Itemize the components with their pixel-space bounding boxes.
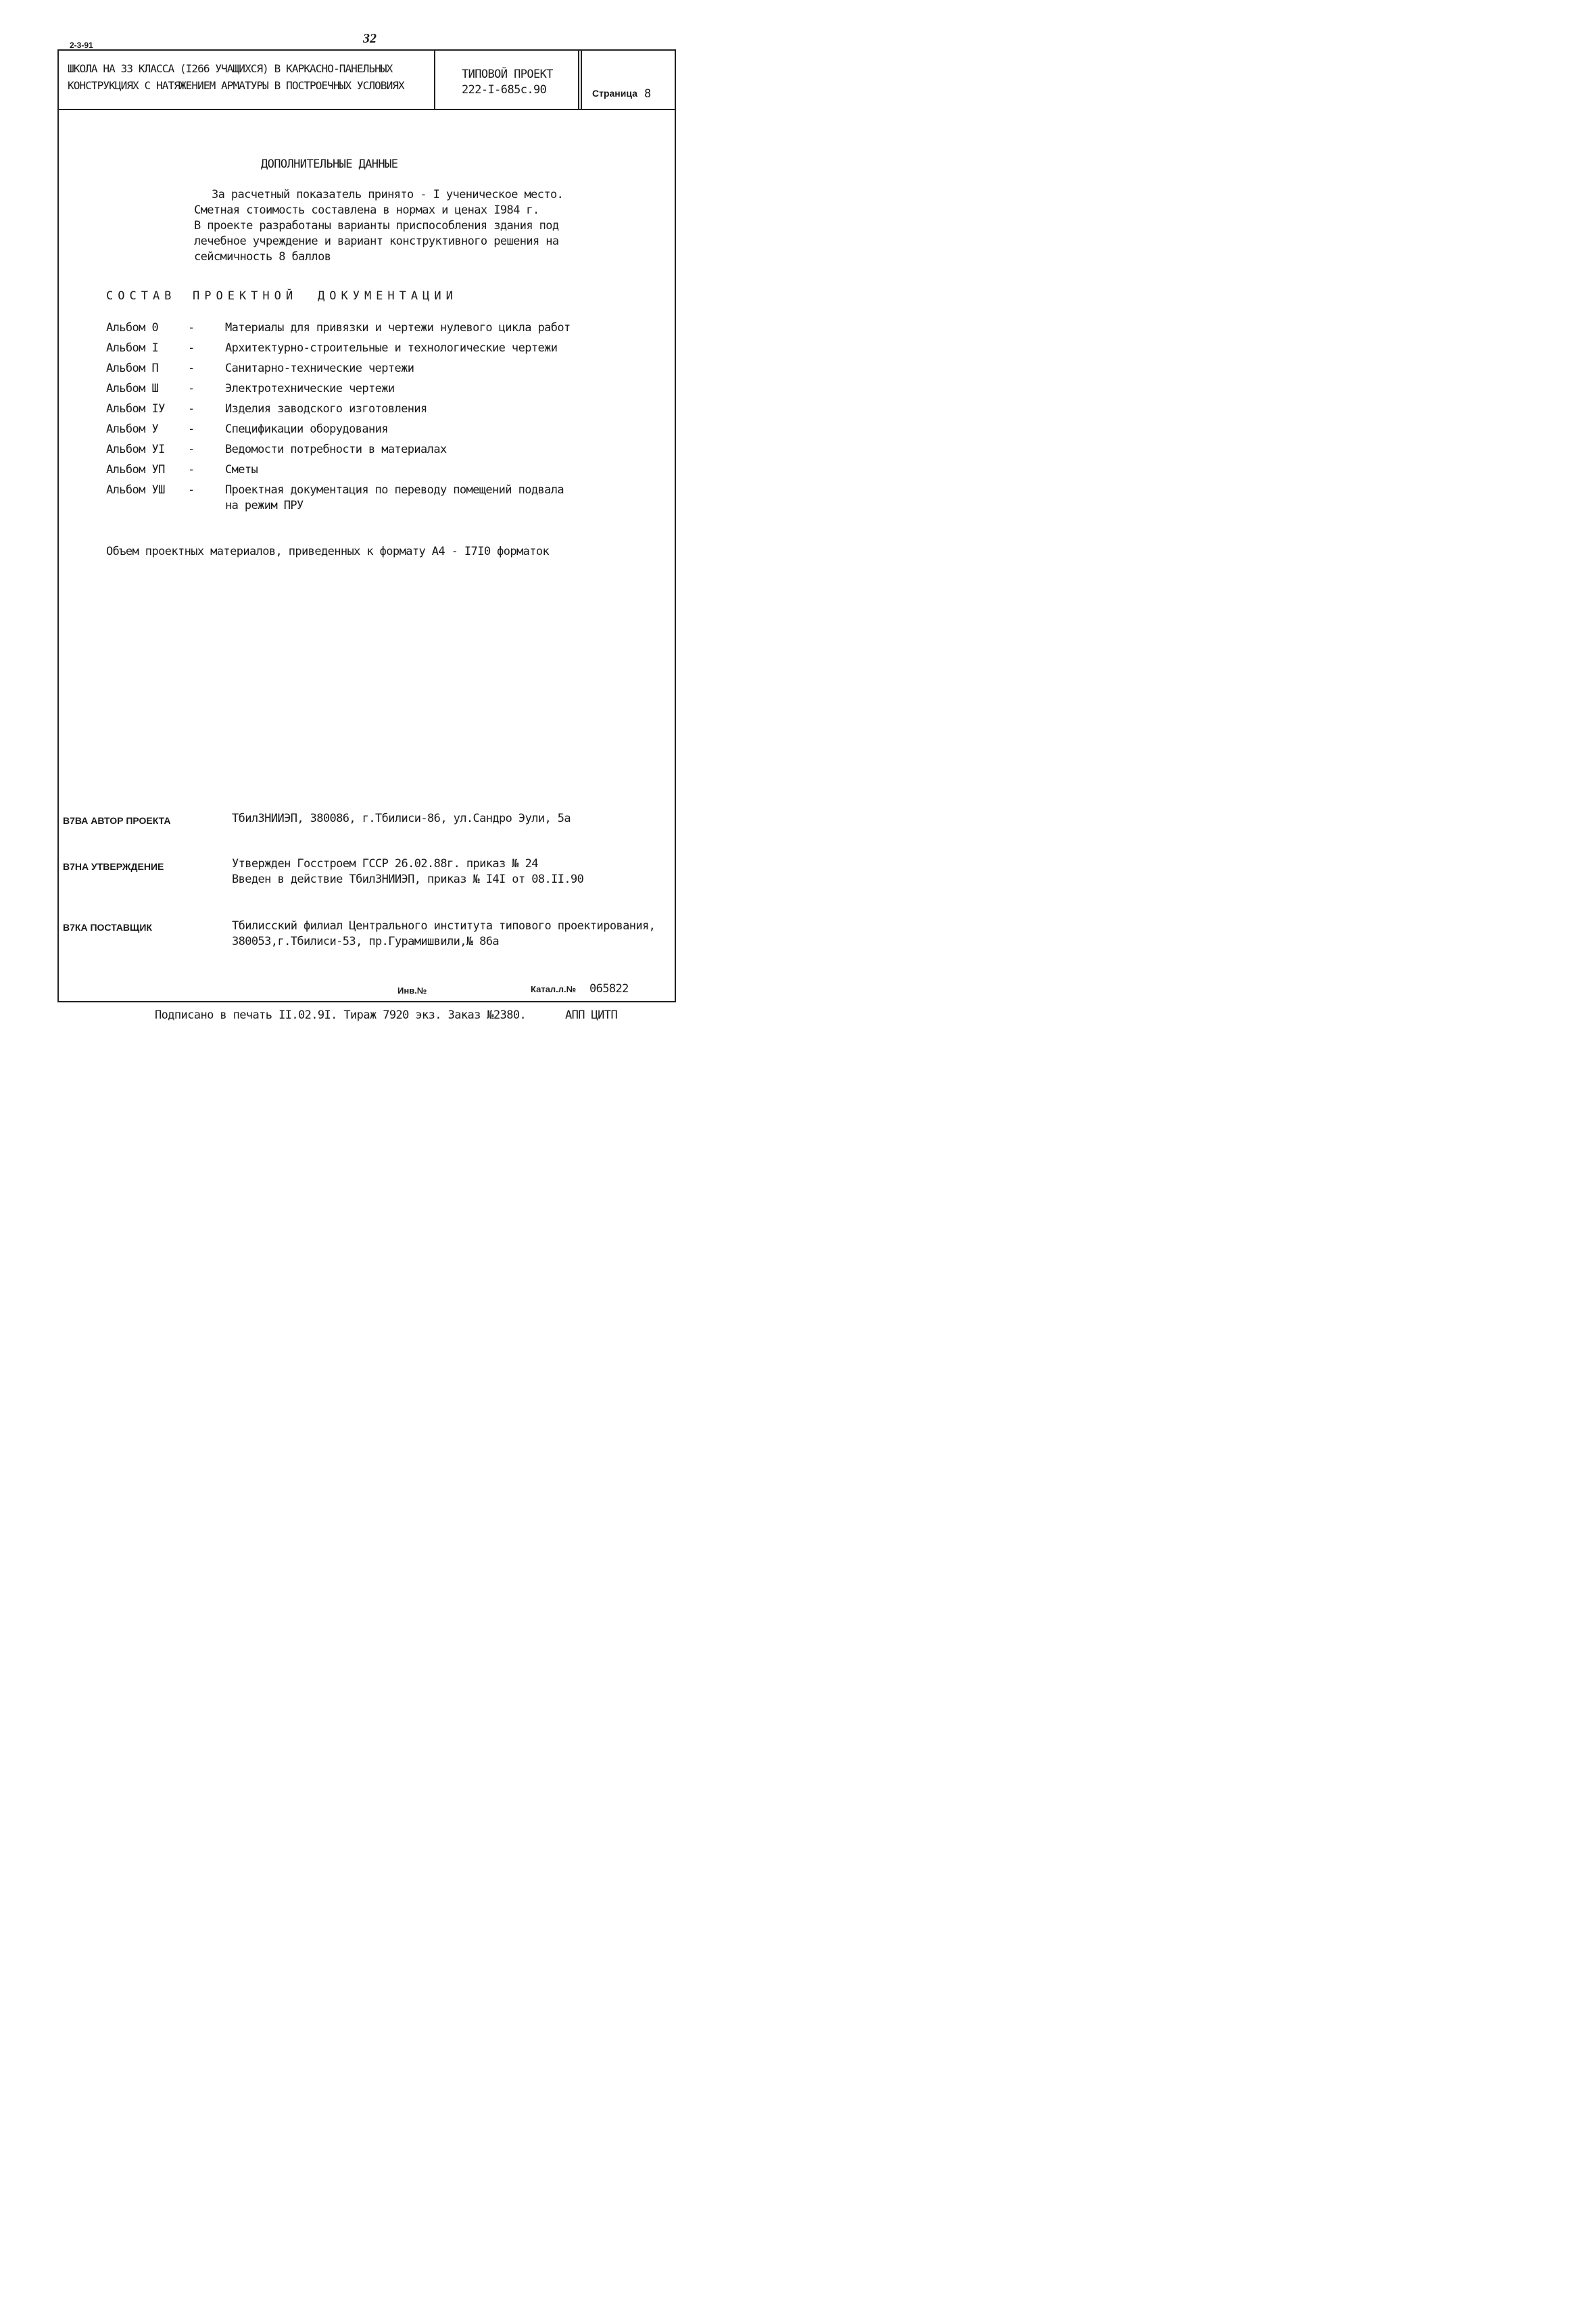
page-value: 8 bbox=[644, 87, 651, 101]
album-label: Альбом П bbox=[106, 362, 159, 375]
album-dash: - bbox=[188, 422, 195, 436]
album-description: Ведомости потребности в материалах bbox=[225, 443, 447, 456]
album-description: Материалы для привязки и чертежи нулевого цикла работ bbox=[225, 321, 571, 335]
project-number: 222-I-685с.90 bbox=[462, 83, 547, 97]
catalog-label: Катал.л.№ bbox=[531, 984, 577, 994]
album-dash: - bbox=[188, 382, 195, 395]
album-description: Проектная документация по переводу помещений подвала bbox=[225, 483, 564, 497]
header-row bbox=[59, 51, 675, 110]
album-description: Изделия заводского изготовления bbox=[225, 402, 427, 416]
title-line-1: ШКОЛА НА 33 КЛАССА (I266 УЧАЩИХСЯ) В КАРКАСНО-ПАНЕЛЬНЫХ bbox=[68, 62, 393, 75]
approval-label: В7НА УТВЕРЖДЕНИЕ bbox=[63, 861, 164, 872]
author-value: ТбилЗНИИЭП, 380086, г.Тбилиси-86, ул.Сандро Эули, 5а bbox=[232, 812, 571, 825]
header-divider-2 bbox=[578, 51, 579, 110]
composition-heading-word-3: ДОКУМЕНТАЦИИ bbox=[318, 289, 458, 303]
album-label: Альбом У bbox=[106, 422, 159, 436]
album-label: Альбом IУ bbox=[106, 402, 165, 416]
album-label: Альбом УП bbox=[106, 463, 165, 477]
album-description: Архитектурно-строительные и технологические чертежи bbox=[225, 341, 558, 355]
composition-heading-word-1: СОСТАВ bbox=[106, 289, 176, 303]
album-description: Санитарно-технические чертежи bbox=[225, 362, 414, 375]
approval-line-1: Утвержден Госстроем ГССР 26.02.88г. приказ № 24 bbox=[232, 857, 538, 871]
page-number: 32 bbox=[363, 31, 377, 46]
additional-line: сейсмичность 8 баллов bbox=[194, 250, 331, 264]
supplier-label: В7КА ПОСТАВЩИК bbox=[63, 922, 152, 933]
album-label: Альбом 0 bbox=[106, 321, 159, 335]
album-label: Альбом УШ bbox=[106, 483, 165, 497]
header-divider-1 bbox=[434, 51, 435, 110]
additional-heading: ДОПОЛНИТЕЛЬНЫЕ ДАННЫЕ bbox=[261, 157, 398, 171]
album-description-continued: на режим ПРУ bbox=[225, 499, 304, 512]
print-line: Подписано в печать II.02.9I. Тираж 7920 экз. Заказ №2380. bbox=[155, 1008, 527, 1022]
publisher: АПП ЦИТП bbox=[565, 1008, 618, 1022]
title-line-2: КОНСТРУКЦИЯХ С НАТЯЖЕНИЕМ АРМАТУРЫ В ПОСТРОЕЧНЫХ УСЛОВИЯХ bbox=[68, 79, 404, 92]
album-description: Спецификации оборудования bbox=[225, 422, 388, 436]
album-dash: - bbox=[188, 362, 195, 375]
supplier-line-2: 380053,г.Тбилиси-53, пр.Гурамишвили,№ 86а bbox=[232, 935, 500, 948]
composition-heading-word-2: ПРОЕКТНОЙ bbox=[193, 289, 298, 303]
catalog-value: 065822 bbox=[589, 982, 629, 996]
approval-line-2: Введен в действие ТбилЗНИИЭП, приказ № I4I от 08.II.90 bbox=[232, 873, 584, 886]
album-dash: - bbox=[188, 321, 195, 335]
album-description: Сметы bbox=[225, 463, 258, 477]
album-label: Альбом Ш bbox=[106, 382, 159, 395]
album-dash: - bbox=[188, 402, 195, 416]
volume-line: Объем проектных материалов, приведенных к формату А4 - I7I0 форматок bbox=[106, 545, 550, 558]
album-dash: - bbox=[188, 483, 195, 497]
project-label: ТИПОВОЙ ПРОЕКТ bbox=[462, 68, 553, 81]
additional-line: За расчетный показатель принято - I ученическое место. bbox=[212, 188, 564, 201]
additional-line: лечебное учреждение и вариант конструктивного решения на bbox=[194, 235, 559, 248]
additional-line: В проекте разработаны варианты приспособления здания под bbox=[194, 219, 559, 233]
album-dash: - bbox=[188, 443, 195, 456]
supplier-line-1: Тбилисский филиал Центрального института типового проектирования, bbox=[232, 919, 656, 933]
album-label: Альбом I bbox=[106, 341, 159, 355]
album-description: Электротехнические чертежи bbox=[225, 382, 395, 395]
header-divider-2b bbox=[581, 51, 582, 110]
author-label: В7ВА АВТОР ПРОЕКТА bbox=[63, 815, 171, 826]
album-dash: - bbox=[188, 463, 195, 477]
page-label: Страница bbox=[592, 88, 637, 99]
doc-code: 2-3-91 bbox=[70, 41, 93, 50]
album-dash: - bbox=[188, 341, 195, 355]
additional-line: Сметная стоимость составлена в нормах и ценах I984 г. bbox=[194, 203, 539, 217]
inventory-label: Инв.№ bbox=[397, 985, 427, 996]
album-label: Альбом УI bbox=[106, 443, 165, 456]
